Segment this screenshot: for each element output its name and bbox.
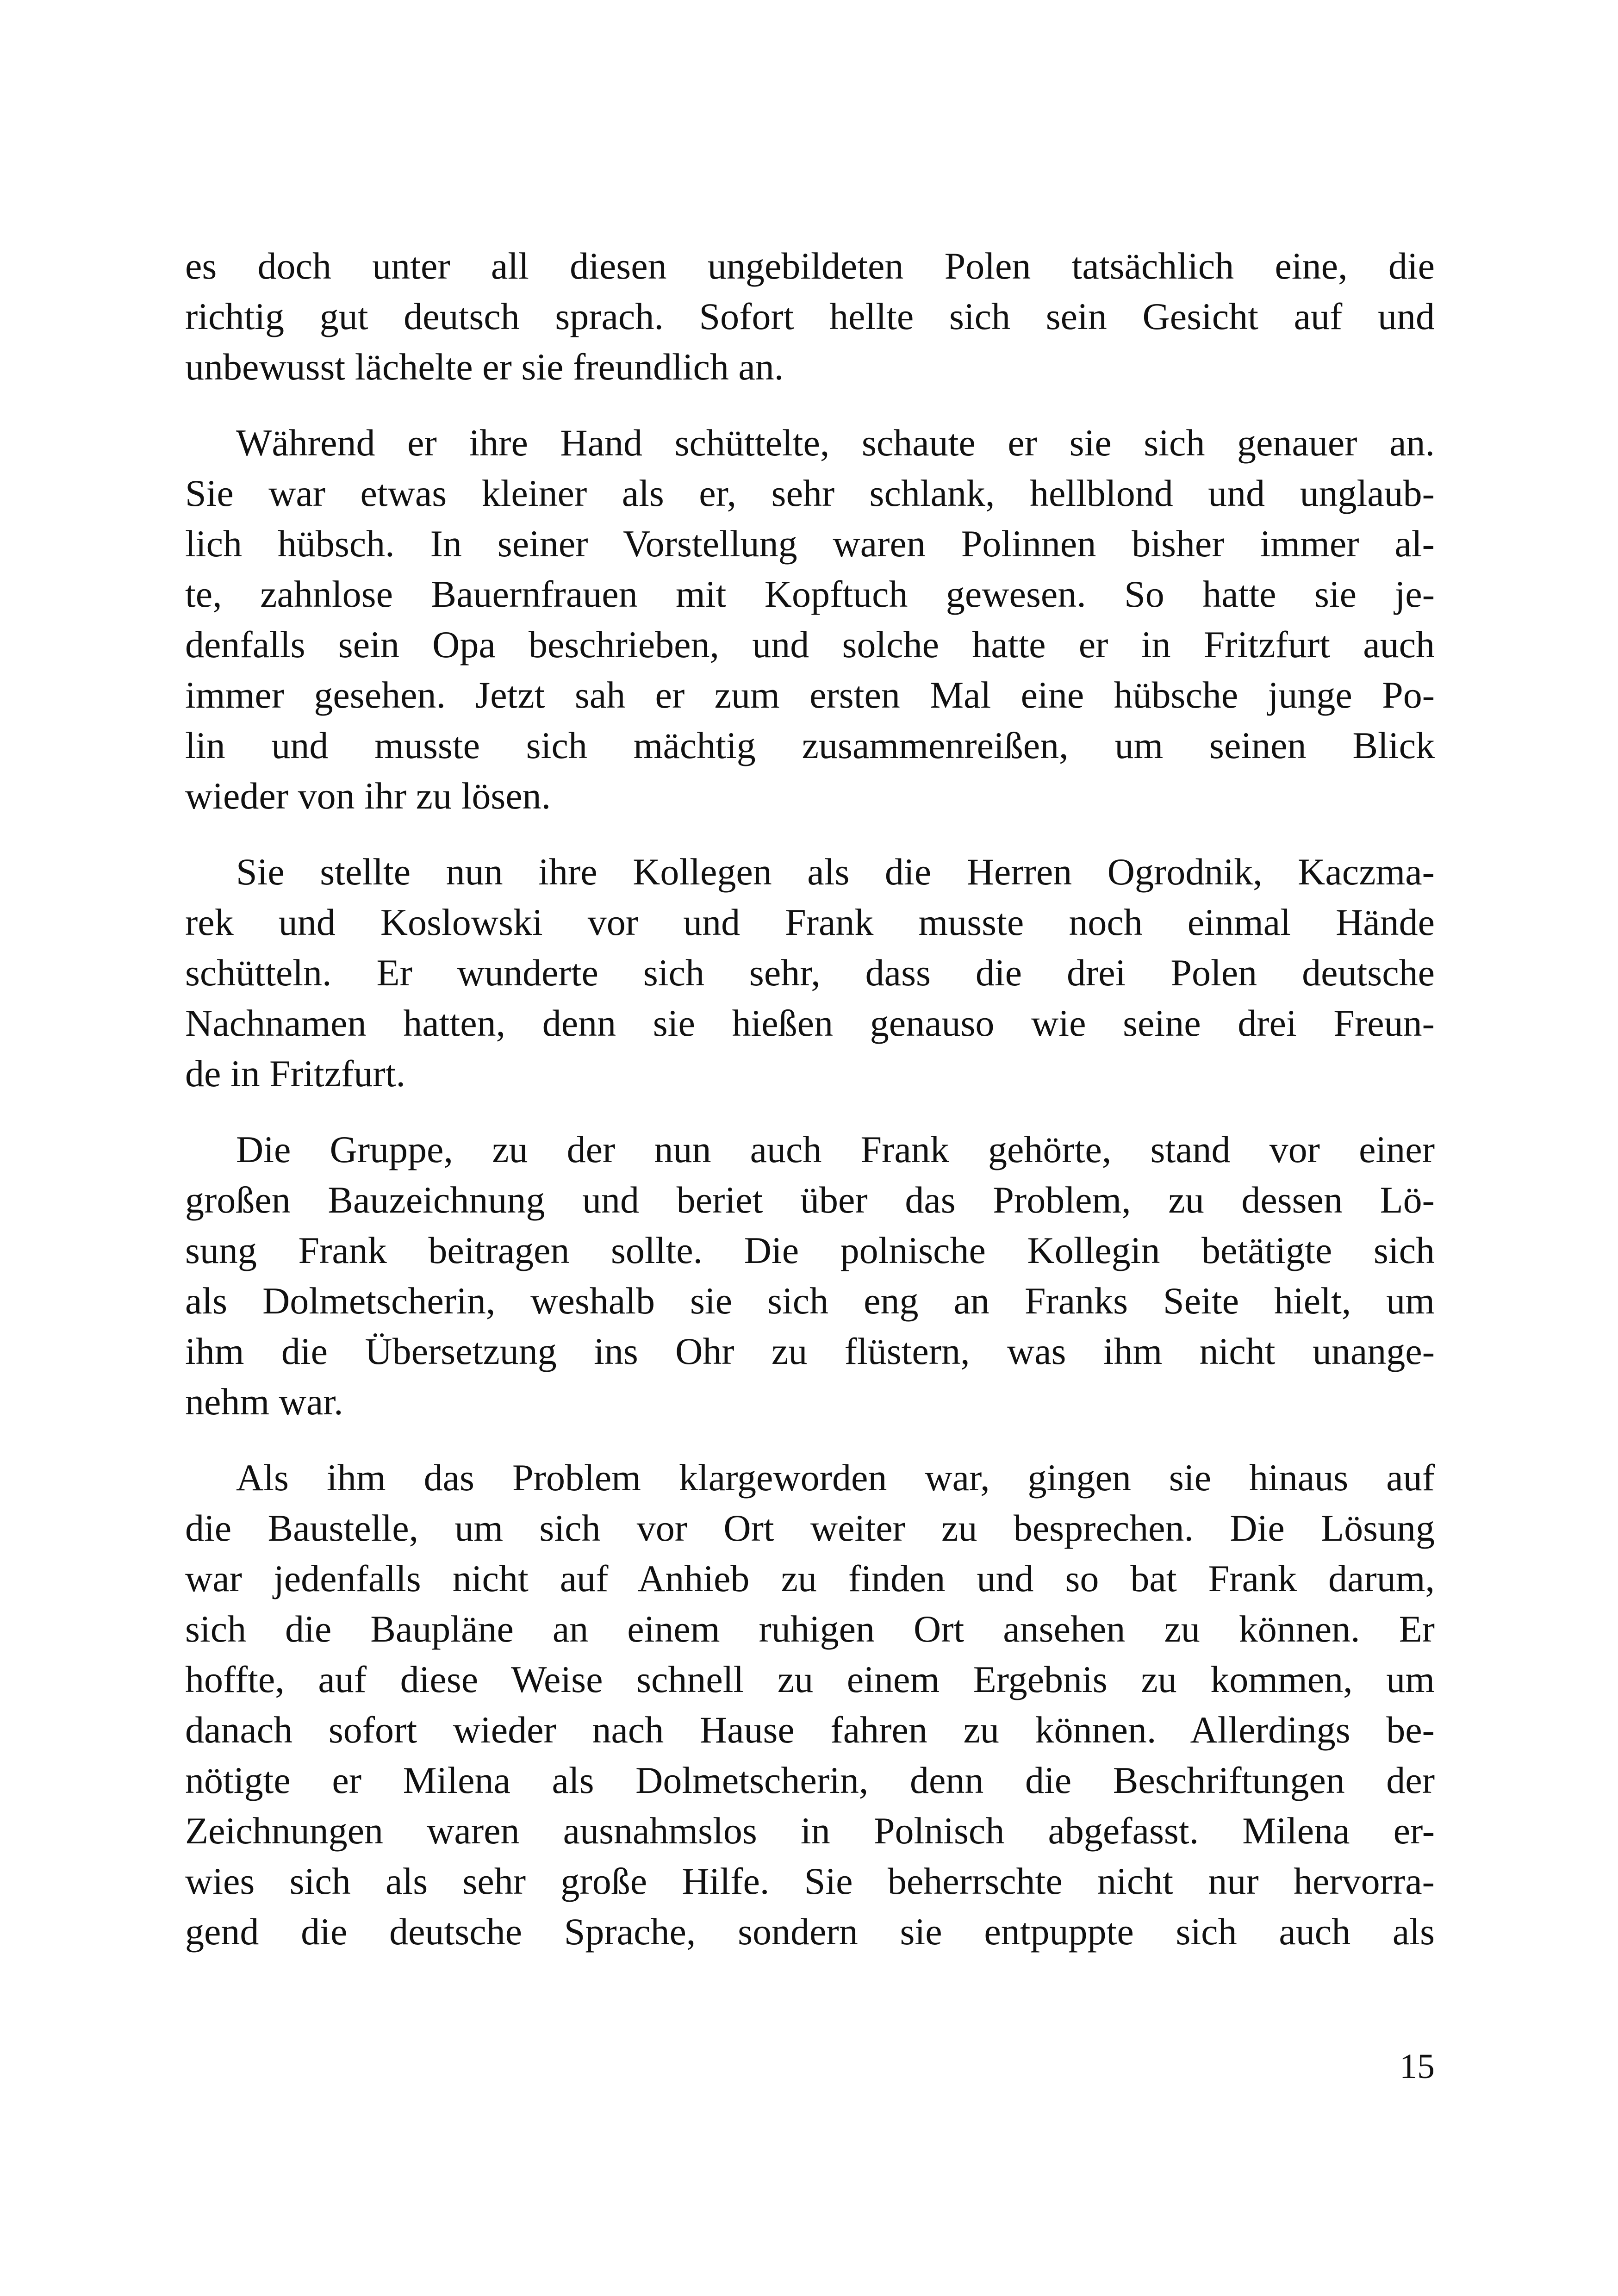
- text-line: sich die Baupläne an einem ruhigen Ort ansehen zu können. Er: [185, 1608, 1435, 1650]
- paragraph-1: [185, 241, 1435, 392]
- body-text: [185, 241, 1435, 1982]
- text-line: hoffte, auf diese Weise schnell zu einem Ergebnis zu kommen, um: [185, 1658, 1435, 1700]
- text-line: unbewusst lächelte er sie freundlich an.: [185, 346, 784, 388]
- text-line: lich hübsch. In seiner Vorstellung waren Polinnen bisher immer al-: [185, 523, 1435, 565]
- text-line: de in Fritzfurt.: [185, 1052, 405, 1095]
- text-line: Sie war etwas kleiner als er, sehr schlank, hellblond und unglaub-: [185, 472, 1435, 514]
- text-line: Die Gruppe, zu der nun auch Frank gehörte, stand vor einer: [236, 1128, 1435, 1170]
- text-line: als Dolmetscherin, weshalb sie sich eng an Franks Seite hielt, um: [185, 1280, 1435, 1322]
- paragraph-5: [185, 1452, 1435, 1957]
- paragraph-2: [185, 417, 1435, 821]
- text-line: nehm war.: [185, 1381, 343, 1423]
- text-line: Als ihm das Problem klargeworden war, gingen sie hinaus auf: [236, 1456, 1435, 1499]
- text-line: schütteln. Er wunderte sich sehr, dass die drei Polen deutsche: [185, 952, 1435, 994]
- text-line: großen Bauzeichnung und beriet über das Problem, zu dessen Lö-: [185, 1179, 1435, 1221]
- text-line: war jedenfalls nicht auf Anhieb zu finden und so bat Frank darum,: [185, 1557, 1435, 1599]
- paragraph-3: [185, 846, 1435, 1099]
- text-line: es doch unter all diesen ungebildeten Polen tatsächlich eine, die: [185, 245, 1435, 287]
- text-line: wies sich als sehr große Hilfe. Sie beherrschte nicht nur hervorra-: [185, 1860, 1435, 1902]
- text-line: wieder von ihr zu lösen.: [185, 775, 551, 817]
- text-line: sung Frank beitragen sollte. Die polnische Kollegin betätigte sich: [185, 1229, 1435, 1271]
- text-line: Zeichnungen waren ausnahmslos in Polnisch abgefasst. Milena er-: [185, 1810, 1435, 1852]
- text-line: Nachnamen hatten, denn sie hießen genauso wie seine drei Freun-: [185, 1002, 1435, 1044]
- text-line: richtig gut deutsch sprach. Sofort hellte sich sein Gesicht auf und: [185, 295, 1435, 337]
- text-line: gend die deutsche Sprache, sondern sie entpuppte sich auch als: [185, 1910, 1435, 1953]
- text-line: te, zahnlose Bauernfrauen mit Kopftuch gewesen. So hatte sie je-: [185, 573, 1435, 615]
- text-line: Sie stellte nun ihre Kollegen als die Herren Ogrodnik, Kaczma-: [236, 851, 1435, 893]
- text-line: nötigte er Milena als Dolmetscherin, denn die Beschriftungen der: [185, 1759, 1435, 1801]
- text-line: Während er ihre Hand schüttelte, schaute er sie sich genauer an.: [236, 422, 1435, 464]
- text-line: die Baustelle, um sich vor Ort weiter zu besprechen. Die Lösung: [185, 1507, 1435, 1549]
- text-line: denfalls sein Opa beschrieben, und solche hatte er in Fritzfurt auch: [185, 623, 1435, 666]
- text-line: danach sofort wieder nach Hause fahren zu können. Allerdings be-: [185, 1709, 1435, 1751]
- text-line: lin und musste sich mächtig zusammenreißen, um seinen Blick: [185, 724, 1435, 766]
- text-line: ihm die Übersetzung ins Ohr zu flüstern, was ihm nicht unange-: [185, 1330, 1435, 1372]
- text-line: immer gesehen. Jetzt sah er zum ersten Mal eine hübsche junge Po-: [185, 674, 1435, 716]
- paragraph-4: [185, 1124, 1435, 1427]
- page-number: 15: [1400, 2047, 1435, 2086]
- text-line: rek und Koslowski vor und Frank musste noch einmal Hände: [185, 901, 1435, 943]
